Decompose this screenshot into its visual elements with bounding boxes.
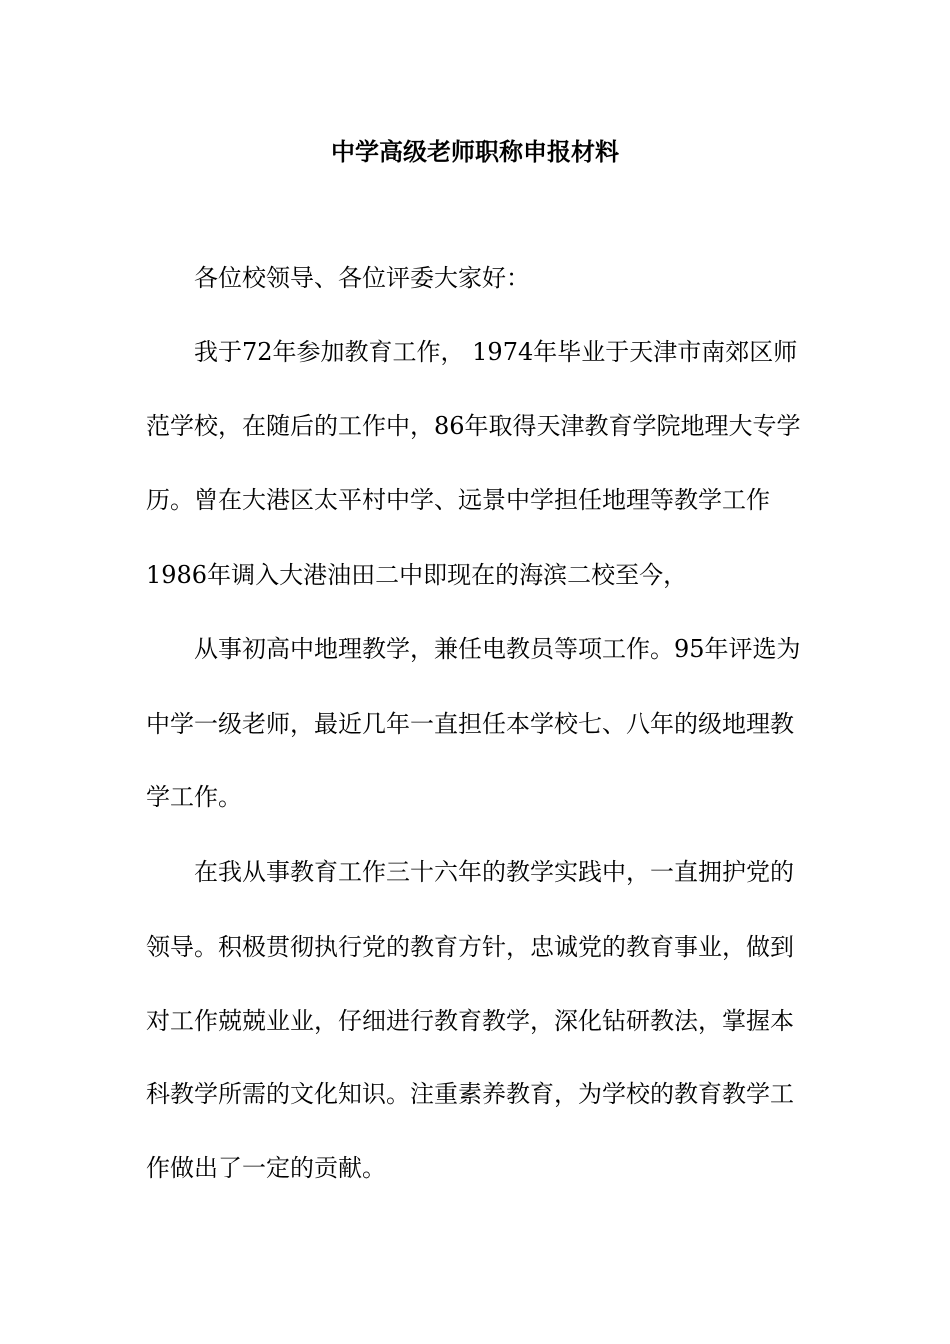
greeting-line: 各位校领导、各位评委大家好： xyxy=(194,264,530,292)
paragraph-line: 科教学所需的文化知识。注重素养教育，为学校的教育教学工 xyxy=(146,1080,794,1108)
paragraph-line: 中学一级老师，最近几年一直担任本学校七、八年的级地理教 xyxy=(146,710,794,738)
paragraph-line: 作做出了一定的贡献。 xyxy=(146,1154,386,1182)
paragraph-line: 历。曾在大港区太平村中学、远景中学担任地理等教学工作 xyxy=(146,486,770,514)
document-title: 中学高级老师职称申报材料 xyxy=(331,138,619,166)
paragraph-line: 1986年调入大港油田二中即现在的海滨二校至今， xyxy=(146,561,688,589)
paragraph-line: 我于72年参加教育工作， 1974年毕业于天津市南郊区师 xyxy=(194,338,798,366)
paragraph-line: 在我从事教育工作三十六年的教学实践中，一直拥护党的 xyxy=(194,858,794,886)
paragraph-line: 范学校，在随后的工作中，86年取得天津教育学院地理大专学 xyxy=(146,412,801,440)
paragraph-line: 领导。积极贯彻执行党的教育方针，忠诚党的教育事业，做到 xyxy=(146,933,794,961)
paragraph-line: 从事初高中地理教学，兼任电教员等项工作。95年评选为 xyxy=(194,635,801,663)
paragraph-line: 学工作。 xyxy=(146,783,242,811)
paragraph-line: 对工作兢兢业业，仔细进行教育教学，深化钻研教法，掌握本 xyxy=(146,1007,794,1035)
